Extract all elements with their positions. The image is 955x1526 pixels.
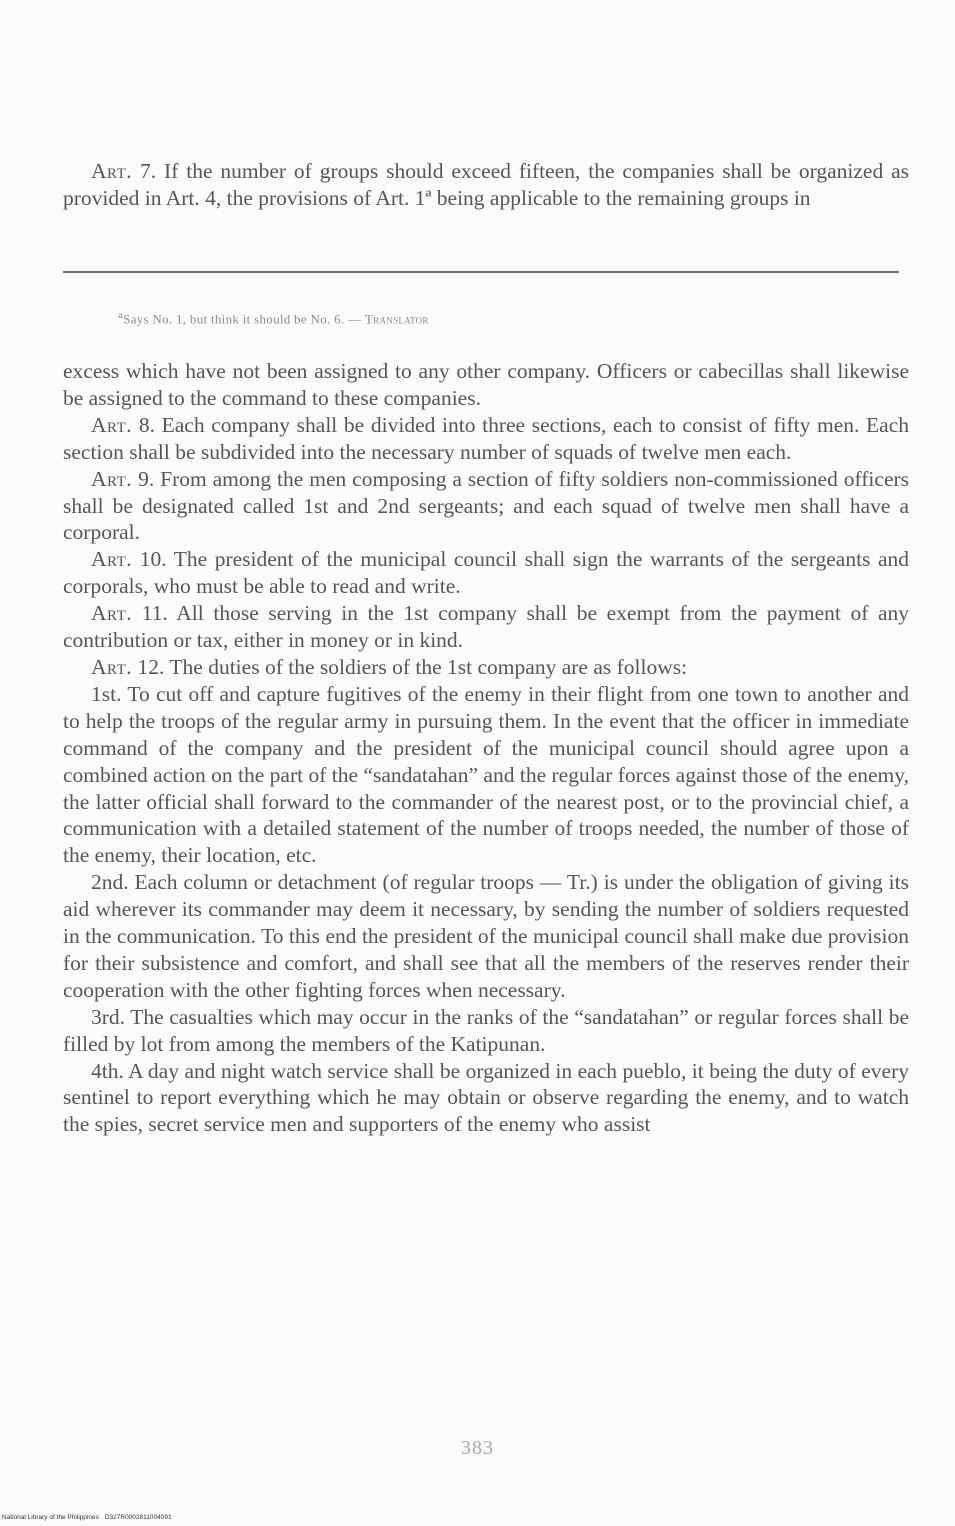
page-number: 383 — [461, 1437, 494, 1459]
article-11 — [63, 600, 909, 654]
footnote-marker: a — [118, 309, 124, 321]
top-paragraph-block — [63, 158, 909, 212]
article-label: Art. — [91, 159, 133, 183]
duty-3rd: 3rd. The casualties which may occur in the ranks of the “sandatahan” or regular forces shall be filled by lot from among the members of the Katipunan. — [63, 1004, 909, 1056]
footnote — [118, 309, 429, 327]
article-9 — [63, 466, 909, 547]
article-8-text: 8. Each company shall be divided into three sections, each to consist of fifty men. Each section shall be subdivided into the necessary number of squads of twelve men each. — [63, 412, 909, 464]
duty-1st: 1st. To cut off and capture fugitives of the enemy in their flight from one town to another and to help the troops of the regular army in pursuing them. In the event that the officer in immediate command of the company and the president of the municipal council should agree upon a combined action on the part of the “sandatahan” and the regular forces against those of the enemy, the latter official shall forward to the commander of the nearest post, or to the provincial chief, a communication with a detailed statement of the number of troops needed, the number of those of the enemy, their location, etc. — [63, 681, 909, 868]
article-label: Art. — [91, 412, 133, 437]
footnote-divider — [63, 271, 899, 273]
article-12-text: 12. The duties of the soldiers of the 1st company are as follows: — [137, 654, 688, 679]
archive-attribution — [2, 1514, 172, 1521]
article-8 — [63, 412, 909, 466]
article-7 — [63, 158, 909, 212]
article-9-text: 9. From among the men composing a section of fifty soldiers non-commissioned officers shall be designated called 1st and 2nd sergeants; and each squad of twelve men shall have a corporal. — [63, 466, 910, 545]
duty-4th: 4th. A day and night watch service shall be organized in each pueblo, it being the duty of every sentinel to report everything which he may obtain or observe regarding the enemy, and to watch the spies, secret service men and supporters of the enemy who assist — [63, 1058, 909, 1137]
duty-2nd: 2nd. Each column or detachment (of regular troops — Tr.) is under the obligation of giving its aid wherever its commander may deem it necessary, by sending the number of soldiers requested in the communication. To this end the president of the municipal council shall make due provision for their subsistence and comfort, and shall see that all the members of the reserves render their cooperation with the other fighting forces when necessary. — [63, 870, 909, 1002]
continuation-paragraph: excess which have not been assigned to any other company. Officers or cabecillas shall likewise be assigned to the command to these companies. — [63, 359, 909, 410]
article-label: Art. — [91, 466, 133, 491]
footnote-text: Says No. 1, but think it should be No. 6. — — [123, 311, 362, 327]
article-label: Art. — [91, 547, 133, 572]
document-code: D327R0002811004091 — [104, 1514, 172, 1521]
article-label: Art. — [91, 601, 133, 626]
article-12 — [63, 654, 909, 681]
article-7-text: 7. If the number of groups should exceed fifteen, the companies shall be organized as provided in Art. 4, the provisions of Art. 1ª being applicable to the remaining groups in — [63, 159, 909, 210]
article-11-text: 11. All those serving in the 1st company shall be exempt from the payment of any contribution or tax, either in money or in kind. — [63, 601, 910, 653]
article-10-text: 10. The president of the municipal council shall sign the warrants of the sergeants and corporals, who must be able to read and write. — [63, 547, 910, 599]
library-name: National Library of the Philippines — [2, 1514, 99, 1521]
main-text-block — [63, 358, 909, 1138]
article-label: Art. — [91, 654, 133, 679]
footnote-translator: Translator — [364, 311, 429, 327]
article-10 — [63, 546, 909, 600]
